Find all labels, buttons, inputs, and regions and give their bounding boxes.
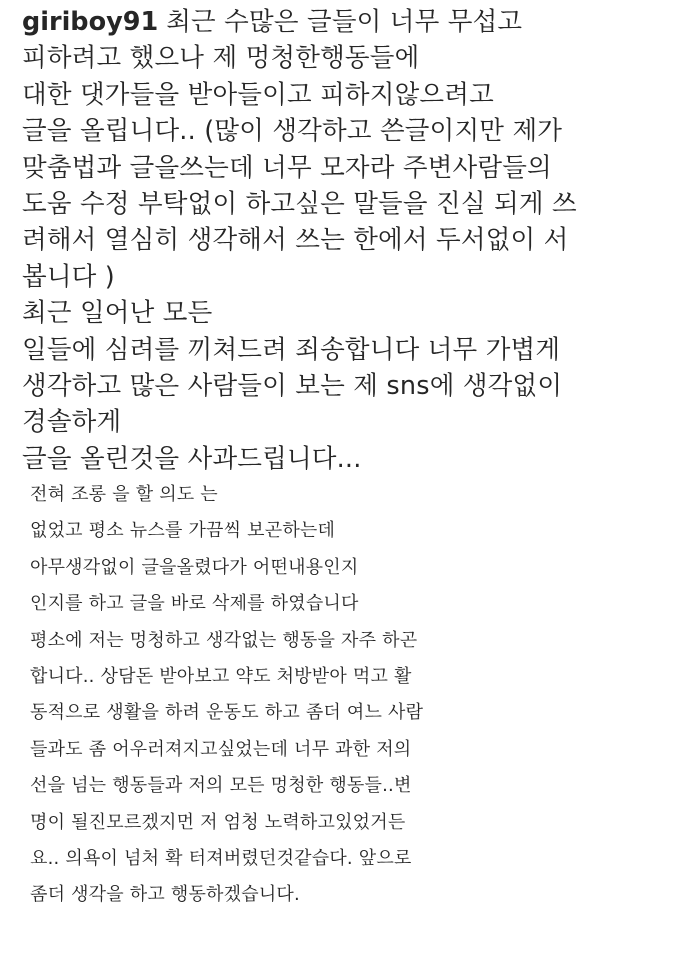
caption-line-5: 맞춤법과 글을쓰는데 너무 모자라 주변사람들의 xyxy=(22,152,552,183)
caption-line-25: 좀더 생각을 하고 행동하겠습니다. xyxy=(30,884,300,906)
caption-line-21: 들과도 좀 어우러져지고싶었는데 너무 과한 저의 xyxy=(30,738,412,760)
caption-line-22: 선을 넘는 행동들과 저의 모든 멍청한 행동들..변 xyxy=(30,775,412,797)
caption-line-18: 평소에 저는 멍청하고 생각없는 행동을 자주 하곤 xyxy=(30,629,418,651)
caption-line-20: 동적으로 생활을 하려 운동도 하고 좀더 여느 사람 xyxy=(30,702,424,724)
caption-line-10: 일들에 심려를 끼쳐드려 죄송합니다 너무 가볍게 xyxy=(22,334,561,365)
caption-line-1 xyxy=(22,4,694,40)
caption-line-23: 명이 될진모르겠지먼 저 엄청 노력하고있었거든 xyxy=(30,811,406,833)
caption-line-14: 전혀 조롱 을 할 의도 는 xyxy=(30,484,218,506)
caption-line-24: 요.. 의욕이 넘처 확 터져버렸던것같습다. 앞으로 xyxy=(30,847,412,869)
caption-line-7: 려해서 열심히 생각해서 쓰는 한에서 두서없이 서 xyxy=(22,225,569,256)
caption-line-9: 최근 일어난 모든 xyxy=(22,298,213,329)
caption-line-11: 생각하고 많은 사람들이 보는 제 sns에 생각없이 xyxy=(22,370,563,401)
username-link[interactable]: giriboy91 xyxy=(22,7,159,37)
caption-line-8: 봅니다 ) xyxy=(22,261,115,292)
caption-line-12: 경솔하게 xyxy=(22,407,122,438)
caption-line-6: 도움 수정 부탁없이 하고싶은 말들을 진실 되게 쓰 xyxy=(22,188,577,219)
caption-line-4: 글을 올립니다.. (많이 생각하고 쓴글이지만 제가 xyxy=(22,116,563,147)
caption-line-16: 아무생각없이 글을올렸다가 어떤내용인지 xyxy=(30,556,359,578)
caption-line-2: 피하려고 했으나 제 멍청한행동들에 xyxy=(22,43,420,74)
caption-line-13: 글을 올린것을 사과드립니다... xyxy=(22,443,362,474)
caption-line-17: 인지를 하고 글을 바로 삭제를 하였습니다 xyxy=(30,593,359,615)
post-caption xyxy=(22,4,694,914)
caption-line-3: 대한 댓가들을 받아들이고 피하지않으려고 xyxy=(22,79,494,110)
caption-line-19: 합니다.. 상담돈 받아보고 약도 처방받아 먹고 활 xyxy=(30,666,412,688)
caption-line-15: 없었고 평소 뉴스를 가끔씩 보곤하는데 xyxy=(30,520,336,542)
caption-text: 최근 수많은 글들이 너무 무섭고 xyxy=(166,7,523,37)
